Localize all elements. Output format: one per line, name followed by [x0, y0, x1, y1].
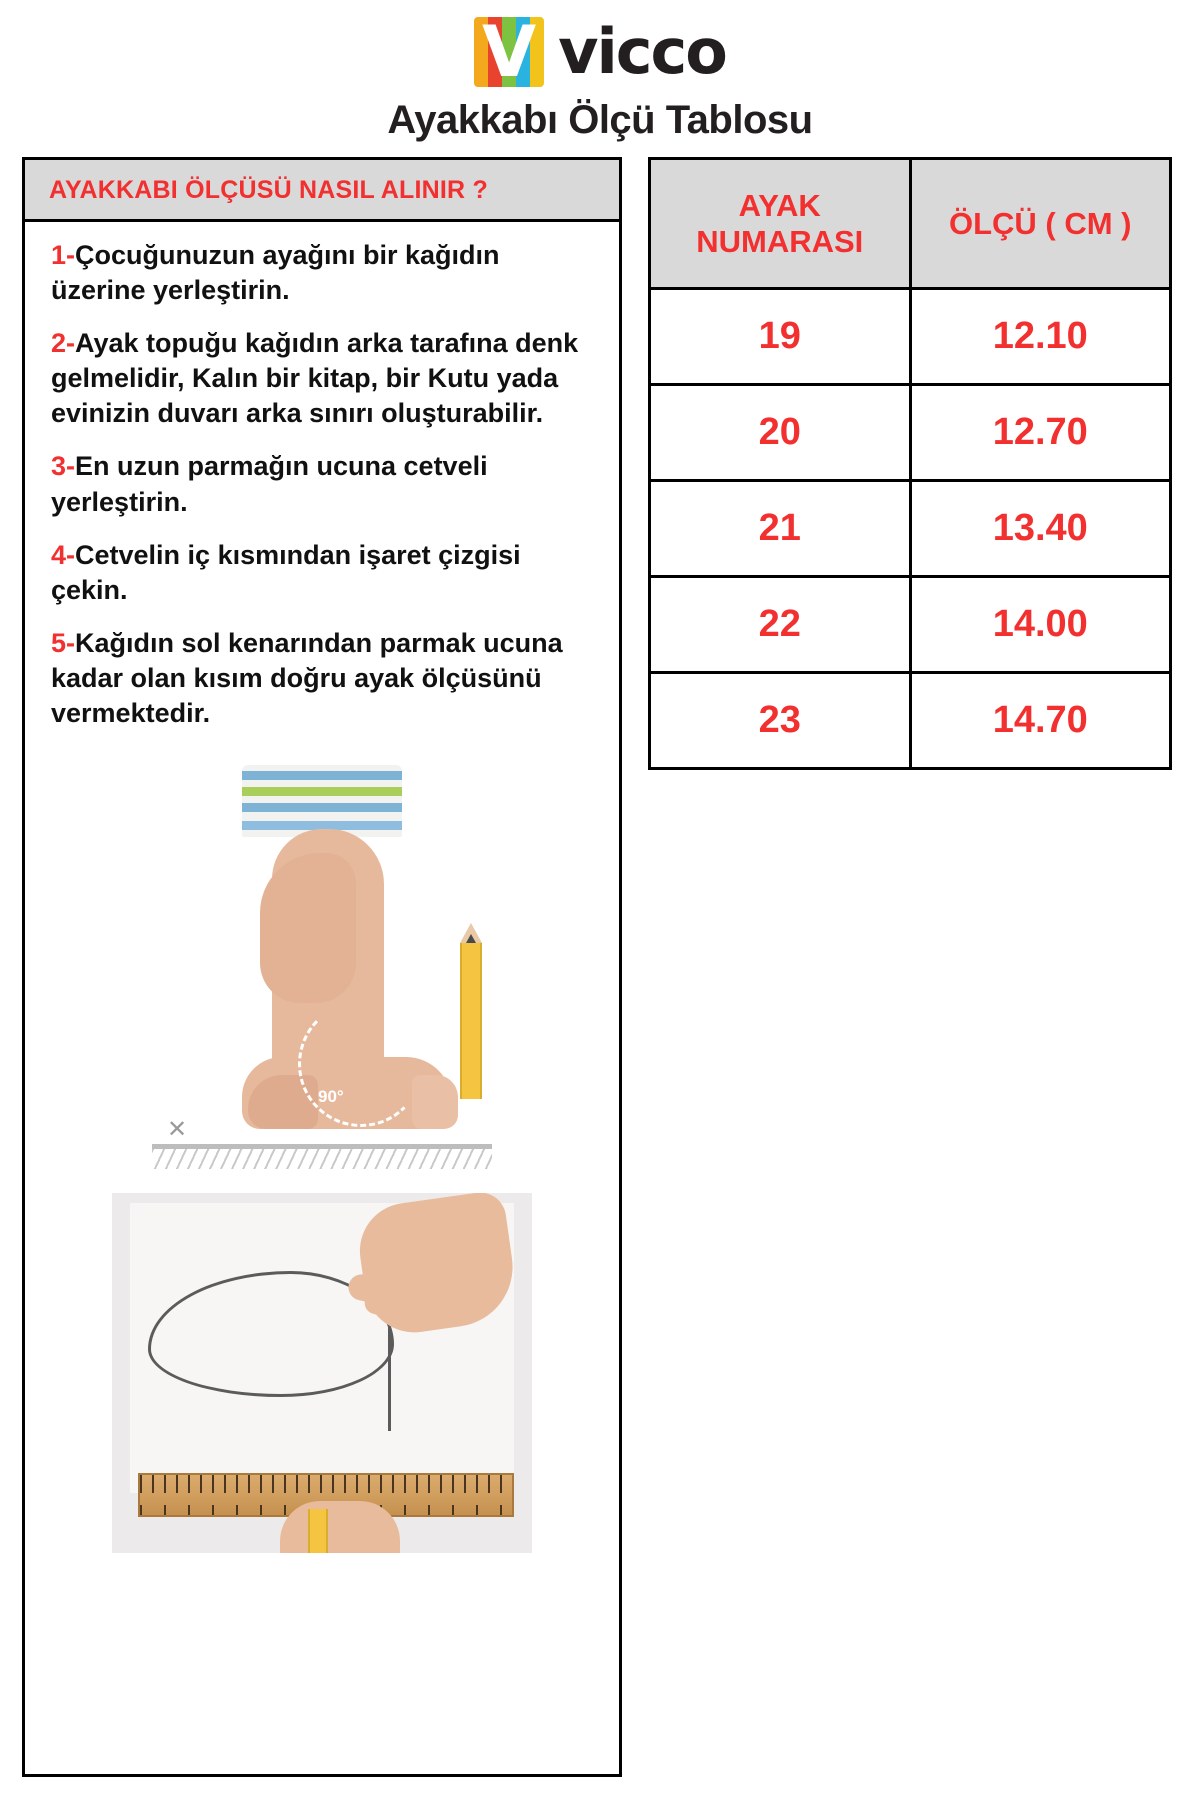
step-number: 2-	[51, 328, 76, 359]
page-title: Ayakkabı Ölçü Tablosu	[387, 98, 813, 142]
cell-size: 23	[650, 673, 911, 769]
cell-size: 20	[650, 385, 911, 481]
step-number: 4-	[51, 539, 76, 570]
size-table	[648, 157, 1172, 770]
instruction-step	[51, 449, 597, 519]
cell-cm: 14.00	[910, 577, 1171, 673]
column-header-size: AYAK NUMARASI	[650, 159, 911, 289]
calf-shape	[260, 853, 356, 1003]
pencil-icon-lower	[308, 1509, 328, 1553]
table-row	[650, 673, 1171, 769]
page-header	[0, 0, 1200, 143]
step-number: 3-	[51, 451, 76, 482]
angle-label: 90°	[318, 1087, 344, 1107]
size-table-panel	[648, 157, 1172, 770]
instructions-heading: AYAKKABI ÖLÇÜSÜ NASIL ALINIR ?	[25, 160, 619, 222]
floor-hatching	[152, 1149, 492, 1169]
size-table-head	[650, 159, 1171, 289]
step-text: Çocuğunuzun ayağını bir kağıdın üzerine yerleştirin.	[51, 240, 500, 306]
hand-shape-lower	[280, 1501, 400, 1553]
instruction-step	[51, 626, 597, 731]
instructions-panel	[22, 157, 622, 1777]
step-number: 1-	[51, 240, 76, 270]
content-area	[0, 157, 1200, 1777]
ruler-ticks	[140, 1475, 512, 1493]
illustrations	[25, 757, 619, 1571]
step-number: 5-	[51, 627, 76, 658]
instruction-steps	[25, 222, 619, 753]
cross-icon: ✕	[166, 1116, 188, 1144]
step-text: Kağıdın sol kenarından parmak ucuna kadar olan kısım doğru ayak ölçüsünü vermektedir.	[51, 627, 563, 729]
size-table-body	[650, 289, 1171, 769]
cell-cm: 13.40	[910, 481, 1171, 577]
step-text: En uzun parmağın ucuna cetveli yerleştirin.	[51, 451, 488, 517]
table-header-row	[650, 159, 1171, 289]
table-row	[650, 289, 1171, 385]
pencil-icon	[460, 943, 482, 1099]
sock-shape	[242, 765, 402, 837]
instruction-step	[51, 538, 597, 608]
table-row	[650, 577, 1171, 673]
cell-size: 21	[650, 481, 911, 577]
tracing-illustration	[112, 1193, 532, 1553]
logo-letter: V	[482, 11, 537, 93]
logo-wordmark: vicco	[558, 15, 726, 88]
instruction-step	[51, 238, 597, 308]
table-row	[650, 481, 1171, 577]
angle-arc-icon	[298, 1001, 424, 1127]
step-text: Cetvelin iç kısmından işaret çizgisi çekin.	[51, 539, 521, 605]
cell-size: 19	[650, 289, 911, 385]
cell-cm: 14.70	[910, 673, 1171, 769]
step-text: Ayak topuğu kağıdın arka tarafına denk gelmelidir, Kalın bir kitap, bir Kutu yada evinizin duvarı arka sınırı oluşturabilir.	[51, 328, 579, 429]
cell-cm: 12.10	[910, 289, 1171, 385]
brand-logo	[0, 12, 1200, 92]
table-row	[650, 385, 1171, 481]
column-header-cm: ÖLÇÜ ( CM )	[910, 159, 1171, 289]
foot-measurement-illustration	[122, 757, 522, 1177]
cell-cm: 12.70	[910, 385, 1171, 481]
cell-size: 22	[650, 577, 911, 673]
instruction-step	[51, 326, 597, 431]
vicco-logo-icon	[474, 11, 544, 93]
